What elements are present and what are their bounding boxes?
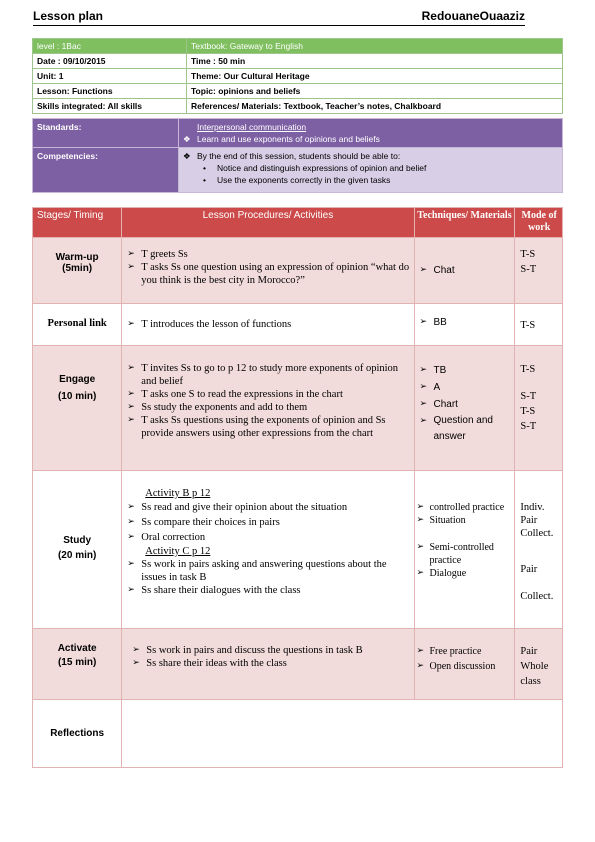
standards-row xyxy=(33,119,563,148)
info-cell: Time : 50 min xyxy=(187,54,563,69)
techniques-cell xyxy=(414,304,515,346)
technique-item: ➢ BB xyxy=(416,316,514,329)
info-row xyxy=(33,39,563,54)
col-header-mode: Mode of work xyxy=(515,208,563,238)
technique-item: ➢ controlled practice xyxy=(416,501,514,514)
stage-name: Study xyxy=(63,535,92,546)
stage-name: Reflections xyxy=(50,728,105,739)
activity-item: ➢ Ss study the exponents and add to them xyxy=(123,401,412,414)
stage-time: (10 min) xyxy=(57,391,97,402)
author-name: RedouaneOuaaziz xyxy=(421,9,525,23)
activity-heading: Activity B p 12 xyxy=(145,488,211,499)
mode-item: T-S xyxy=(520,249,536,260)
col-header-stage: Stages/ Timing xyxy=(33,208,122,238)
mode-item: S-T xyxy=(520,264,537,275)
activity-heading: Activity C p 12 xyxy=(145,546,211,557)
info-row xyxy=(33,69,563,84)
info-cell: Date : 09/10/2015 xyxy=(33,54,187,69)
activity-item: ➢ T asks one S to read the expressions in the chart xyxy=(123,388,412,401)
info-row xyxy=(33,99,563,114)
technique-item: ➢ Free practice xyxy=(416,644,514,659)
competencies-intro-text: By the end of this session, students should be able to: xyxy=(197,151,401,161)
activities-cell xyxy=(122,238,414,304)
mode-cell xyxy=(515,471,563,629)
info-cell: Skills integrated: All skills xyxy=(33,99,187,114)
mode-item: Pair xyxy=(520,515,538,526)
activity-item: ➢ Ss work in pairs asking and answering questions about the issues in task B xyxy=(123,558,412,584)
technique-item: ➢ Question and answer xyxy=(416,413,514,445)
info-cell: Textbook: Gateway to English xyxy=(187,39,563,54)
standards-title: Interpersonal communication xyxy=(197,122,307,132)
stage-row-engage xyxy=(33,346,563,471)
standards-label: Standards: xyxy=(33,119,179,148)
standards-item-text: Learn and use exponents of opinions and beliefs xyxy=(197,134,380,144)
competencies-label: Competencies: xyxy=(33,148,179,193)
technique-item: ➢ Chart xyxy=(416,396,514,413)
col-header-activities: Lesson Procedures/ Activities xyxy=(122,208,414,238)
technique-item: ➢ Chat xyxy=(416,264,514,277)
competencies-value xyxy=(179,148,563,193)
mode-item: Pair xyxy=(520,564,538,575)
competency-item: • Use the exponents correctly in the given tasks xyxy=(183,174,558,186)
activities-cell xyxy=(122,346,414,471)
standards-value xyxy=(179,119,563,148)
diamond-bullet-icon: ❖ xyxy=(183,151,191,161)
stage-row-activate xyxy=(33,629,563,700)
activity-item: ➢ T invites Ss to go to p 12 to study more exponents of opinion and belief xyxy=(123,362,412,388)
activity-item: ➢ Ss compare their choices in pairs xyxy=(123,515,412,530)
standards-item xyxy=(183,133,558,145)
techniques-cell xyxy=(414,629,515,700)
mode-item: T-S xyxy=(520,406,536,417)
doc-title: Lesson plan xyxy=(33,9,104,23)
mode-cell xyxy=(515,304,563,346)
stage-time: (20 min) xyxy=(57,550,97,561)
activity-item: ➢ Ss work in pairs and discuss the questions in task B xyxy=(128,644,412,657)
activity-item: ➢ T asks Ss one question using an expression of opinion “what do you think is the best city in Morocco?” xyxy=(123,261,412,287)
info-cell: Lesson: Functions xyxy=(33,84,187,99)
mode-cell xyxy=(515,238,563,304)
activity-item: ➢ Ss share their ideas with the class xyxy=(128,657,412,670)
mode-item: Collect. xyxy=(520,591,554,602)
mode-cell xyxy=(515,629,563,700)
col-header-techniques: Techniques/ Materials xyxy=(414,208,515,238)
mode-item: Pair xyxy=(520,646,538,657)
activities-cell xyxy=(122,304,414,346)
stage-row-warmup xyxy=(33,238,563,304)
info-cell: Topic: opinions and beliefs xyxy=(187,84,563,99)
procedure-header-row xyxy=(33,208,563,238)
activities-cell xyxy=(122,629,414,700)
stage-name: Personal link xyxy=(47,318,107,329)
techniques-cell xyxy=(414,471,515,629)
mode-item: Whole xyxy=(520,661,549,672)
mode-item: T-S xyxy=(520,364,536,375)
lesson-info-table xyxy=(32,38,563,114)
mode-cell xyxy=(515,346,563,471)
info-cell: References/ Materials: Textbook, Teacher’s notes, Chalkboard xyxy=(187,99,563,114)
mode-item: Indiv. xyxy=(520,502,545,513)
technique-item: ➢ Dialogue xyxy=(416,567,514,580)
competencies-row xyxy=(33,148,563,193)
activity-item: ➢ T asks Ss questions using the exponents of opinion and Ss provide answers using other expressions from the chart xyxy=(123,414,412,440)
stage-row-personal-link xyxy=(33,304,563,346)
mode-item: S-T xyxy=(520,421,537,432)
stage-name: Activate xyxy=(57,643,97,654)
stage-row-study xyxy=(33,471,563,629)
stage-cell xyxy=(33,629,122,700)
reflections-notes-cell xyxy=(122,700,563,768)
info-cell: Unit: 1 xyxy=(33,69,187,84)
technique-item: ➢ TB xyxy=(416,362,514,379)
activity-item: ➢ T introduces the lesson of functions xyxy=(123,318,412,331)
activity-item: ➢ T greets Ss xyxy=(123,248,412,261)
mode-item: Collect. xyxy=(520,528,554,539)
info-cell: Theme: Our Cultural Heritage xyxy=(187,69,563,84)
techniques-cell xyxy=(414,346,515,471)
stage-time: (15 min) xyxy=(57,657,97,668)
activity-item: ➢ Ss read and give their opinion about the situation xyxy=(123,500,412,515)
stage-time: (5min) xyxy=(62,263,93,274)
stage-cell xyxy=(33,238,122,304)
info-row xyxy=(33,84,563,99)
activities-cell xyxy=(122,471,414,629)
activity-item: ➢ Ss share their dialogues with the class xyxy=(123,584,412,597)
techniques-cell xyxy=(414,238,515,304)
stage-name: Warm-up xyxy=(55,252,99,263)
technique-item: ➢ Situation xyxy=(416,514,514,527)
procedure-table xyxy=(32,207,563,768)
stage-cell xyxy=(33,471,122,629)
mode-item: S-T xyxy=(520,391,537,402)
diamond-bullet-icon: ❖ xyxy=(183,134,191,144)
standards-table xyxy=(32,118,563,193)
info-cell: level : 1Bac xyxy=(33,39,187,54)
technique-item: ➢ Open discussion xyxy=(416,659,514,674)
technique-item: ➢ Semi-controlled practice xyxy=(416,541,514,567)
mode-item: T-S xyxy=(520,320,536,331)
activity-item: ➢ Oral correction xyxy=(123,530,412,545)
stage-cell xyxy=(33,700,122,768)
technique-item: ➢ A xyxy=(416,379,514,396)
stage-cell xyxy=(33,346,122,471)
competency-item: • Notice and distinguish expressions of opinion and belief xyxy=(183,162,558,174)
stage-name: Engage xyxy=(59,374,96,385)
stage-row-reflections xyxy=(33,700,563,768)
info-row xyxy=(33,54,563,69)
competencies-intro xyxy=(183,150,558,162)
stage-cell xyxy=(33,304,122,346)
mode-item: class xyxy=(520,676,541,687)
page-header xyxy=(33,9,525,26)
